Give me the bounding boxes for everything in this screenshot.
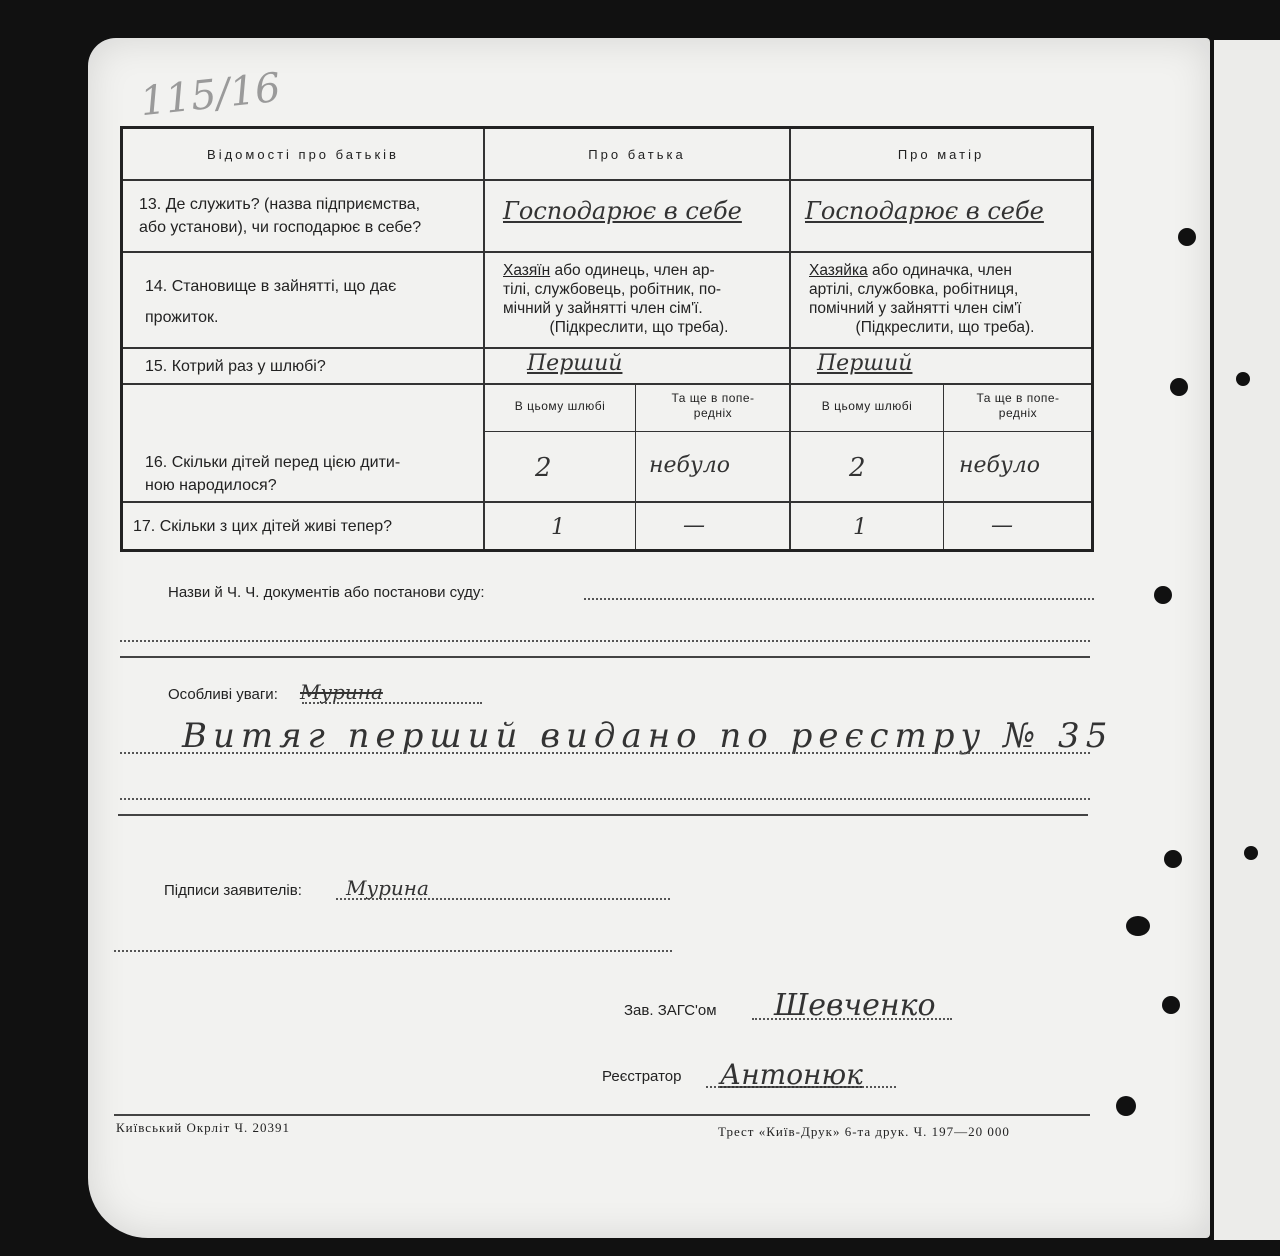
section-divider [120, 656, 1090, 658]
binding-hole [1244, 846, 1258, 860]
binding-hole [1178, 228, 1196, 246]
option-text: помічний у зайнятті член сім'ї [809, 300, 1022, 317]
answer-17-father-prev: — [683, 513, 705, 538]
subheader-line: Та ще в попе- [671, 391, 755, 405]
binding-hole [1116, 1096, 1136, 1116]
special-notes-fill-line [302, 702, 482, 704]
question-13-line2: або установи), чи господарює в себе? [139, 219, 422, 236]
subheader-this-marriage-father: В цьому шлюбі [514, 399, 606, 413]
question-14-line1: 14. Становище в зайнятті, що дає [145, 278, 397, 295]
next-page-edge [1214, 40, 1280, 1240]
footer-printer-left: Київський Окрліт Ч. 20391 [116, 1120, 290, 1135]
special-notes-fill-line [120, 752, 1090, 754]
answer-17-mother-prev: — [991, 513, 1013, 538]
footer-printer-right: Трест «Київ-Друк» 6-та друк. Ч. 197—20 000 [718, 1124, 1010, 1139]
special-notes-handwriting: Витяг перший видано по реєстру № 35 [182, 716, 1114, 756]
answer-15-father: Перший [527, 351, 623, 376]
registrar-signature-line [706, 1086, 896, 1088]
binding-hole [1164, 850, 1182, 868]
signatures-fill-line [114, 950, 672, 952]
question-13-line1: 13. Де служить? (назва підприємства, [139, 196, 421, 213]
question-13 [139, 193, 479, 239]
option-hint: (Підкреслити, що треба). [549, 319, 729, 336]
signatures-label: Підписи заявителів: [164, 882, 302, 899]
row-divider [123, 347, 1091, 349]
option-hint: (Підкреслити, що треба). [855, 319, 1035, 336]
special-notes-handwriting-struck: Мурина [300, 680, 383, 704]
binding-hole [1154, 586, 1172, 604]
row-divider [123, 383, 1091, 385]
subheader-previous-father [637, 391, 789, 421]
question-15: 15. Котрий раз у шлюбі? [145, 358, 326, 375]
col-divider [483, 129, 485, 549]
archive-number: 115/16 [137, 64, 283, 126]
special-notes-label: Особливі уваги: [168, 686, 278, 703]
head-signature: Шевченко [774, 988, 936, 1023]
binding-hole [1126, 916, 1150, 936]
question-14-line2: прожиток. [145, 309, 219, 326]
question-16 [145, 451, 483, 497]
answer-16-mother-prev: небуло [959, 453, 1040, 478]
answer-17-mother-this: 1 [853, 515, 867, 540]
subheader-line: Та ще в попе- [976, 391, 1060, 405]
subheader-line: редніх [693, 406, 733, 420]
answer-13-father: Господарює в себе [503, 197, 742, 225]
binding-hole [1170, 378, 1188, 396]
header-parents-info: Відомості про батьків [207, 147, 399, 162]
head-signature-line [752, 1018, 952, 1020]
question-16-line2: ною народилося? [145, 477, 277, 494]
answer-13-mother: Господарює в себе [805, 197, 1044, 225]
registrar-label: Реєстратор [602, 1068, 682, 1085]
subheader-previous-mother [945, 391, 1091, 421]
section-divider [118, 814, 1088, 816]
parents-info-table [120, 126, 1094, 552]
selected-option-father: Хазяїн [503, 262, 551, 279]
binding-hole [1236, 372, 1250, 386]
options-14-father [503, 261, 775, 337]
binding-hole [1162, 996, 1180, 1014]
applicant-signature: Мурина [346, 876, 429, 900]
signatures-fill-line [336, 898, 670, 900]
answer-16-mother-this: 2 [849, 453, 866, 483]
selected-option-mother: Хазяйка [809, 262, 868, 279]
col-divider [635, 383, 636, 549]
option-text: тілі, службовець, робітник, по- [503, 281, 722, 298]
option-text: артілі, службовка, робітниця, [809, 281, 1019, 298]
subheader-this-marriage-mother: В цьому шлюбі [821, 399, 913, 413]
answer-16-father-prev: небуло [649, 453, 730, 478]
option-text: або одиначка, член [867, 262, 1012, 279]
row-divider [483, 431, 1091, 432]
footer-divider [114, 1114, 1090, 1116]
documents-fill-line [120, 640, 1090, 642]
row-divider [123, 501, 1091, 503]
header-mother: Про матір [897, 147, 985, 162]
row-divider [123, 251, 1091, 253]
answer-15-mother: Перший [817, 351, 913, 376]
col-divider [789, 129, 791, 549]
answer-16-father-this: 2 [535, 453, 552, 483]
row-divider [123, 179, 1091, 181]
question-17: 17. Скільки з цих дітей живі тепер? [133, 518, 393, 535]
documents-label: Назви й Ч. Ч. документів або постанови суду: [168, 584, 485, 601]
header-father: Про батька [588, 147, 686, 162]
documents-fill-line [584, 598, 1094, 600]
answer-17-father-this: 1 [551, 515, 565, 540]
options-14-mother [809, 261, 1081, 337]
special-notes-fill-line [120, 798, 1090, 800]
option-text: мічний у зайнятті член сім'ї. [503, 300, 703, 317]
question-16-line1: 16. Скільки дітей перед цією дити- [145, 454, 401, 471]
question-14 [145, 275, 465, 329]
option-text: або одинець, член ар- [550, 262, 715, 279]
subheader-line: редніх [998, 406, 1038, 420]
registrar-signature: Антонюк [720, 1058, 863, 1091]
head-label: Зав. ЗАГС'ом [624, 1002, 717, 1019]
col-divider [943, 383, 944, 549]
